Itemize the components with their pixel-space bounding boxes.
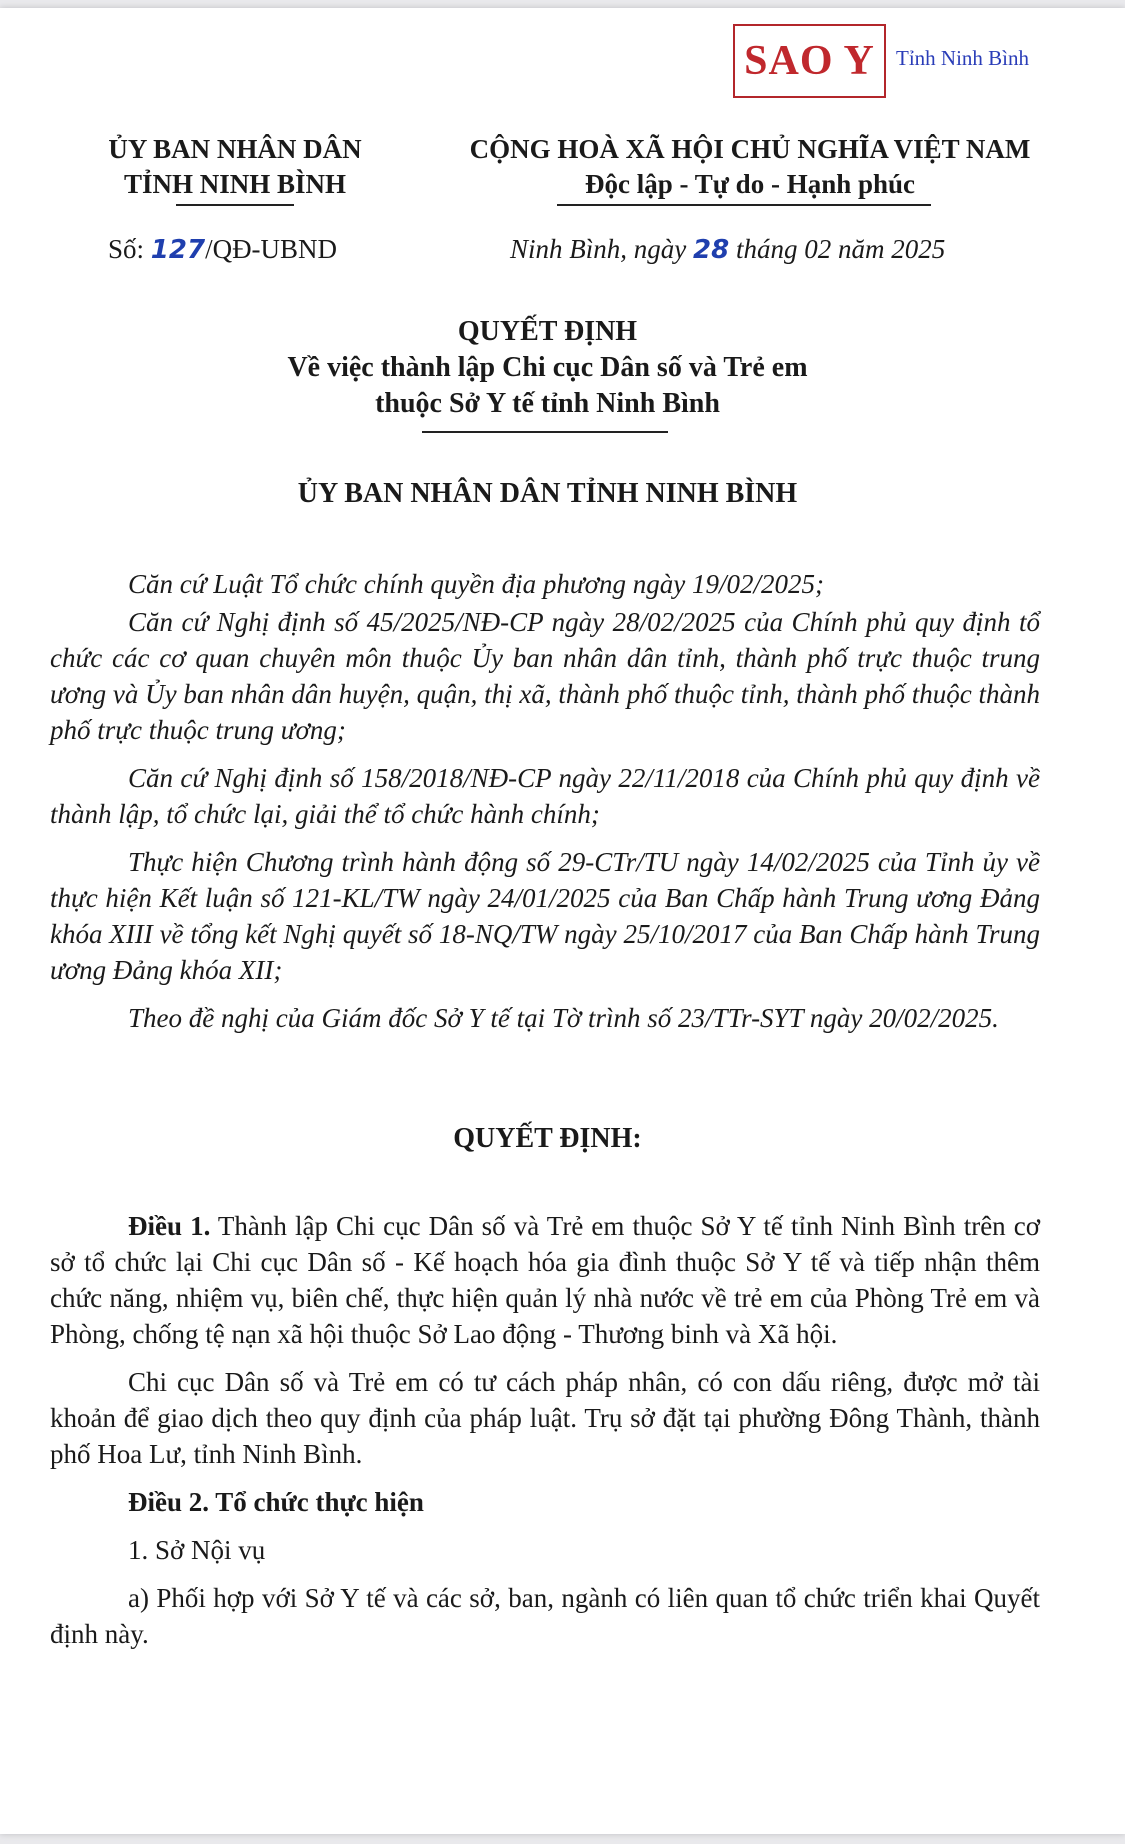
preamble — [50, 566, 1040, 1036]
title-line-3: thuộc Sở Y tế tỉnh Ninh Bình — [375, 388, 720, 419]
preamble-item: Căn cứ Luật Tổ chức chính quyền địa phương ngày 19/02/2025; — [128, 569, 825, 599]
number-prefix: Số: — [108, 234, 151, 264]
preamble-item: Căn cứ Nghị định số 158/2018/NĐ-CP ngày 22/11/2018 của Chính phủ quy định về thành lập, tổ chức lại, giải thể tổ chức hành chính; — [50, 763, 1040, 829]
decision-heading: QUYẾT ĐỊNH: — [453, 1123, 642, 1154]
document-number — [108, 234, 337, 265]
number-suffix: /QĐ-UBND — [205, 234, 338, 264]
article-2-heading — [50, 1484, 1040, 1520]
title-underline — [422, 431, 668, 433]
article-2-item-1a: a) Phối hợp với Sở Y tế và các sở, ban, ngành có liên quan tổ chức triển khai Quyết định này. — [50, 1583, 1040, 1649]
title-line-2: Về việc thành lập Chi cục Dân số và Trẻ em — [287, 352, 808, 383]
article-1-paragraph-2: Chi cục Dân số và Trẻ em có tư cách pháp nhân, có con dấu riêng, được mở tài khoản để giao dịch theo quy định của pháp luật. Trụ sở đặt tại phường Đông Thành, thành phố Hoa Lư, tỉnh Ninh Bình. — [50, 1367, 1040, 1469]
preamble-item: Theo đề nghị của Giám đốc Sở Y tế tại Tờ trình số 23/TTr-SYT ngày 20/02/2025. — [128, 1003, 999, 1033]
handwritten-number: 127 — [150, 235, 206, 265]
issuer-line-1: ỦY BAN NHÂN DÂN — [108, 134, 362, 164]
national-header — [440, 132, 1060, 202]
copy-stamp-note: Tỉnh Ninh Bình — [896, 46, 1030, 70]
copy-stamp — [733, 24, 886, 98]
date-suffix: tháng 02 năm 2025 — [729, 234, 946, 264]
decision-body — [50, 1208, 1040, 1652]
article-2-item-1: 1. Sở Nội vụ — [128, 1535, 266, 1565]
date-prefix: Ninh Bình, ngày — [510, 234, 693, 264]
issuer-line-2: TỈNH NINH BÌNH — [123, 169, 347, 199]
nation-motto: Độc lập - Tự do - Hạnh phúc — [584, 169, 916, 199]
nation-line-1: CỘNG HOÀ XÃ HỘI CHỦ NGHĨA VIỆT NAM — [469, 134, 1031, 164]
motto-underline — [557, 204, 931, 206]
article-1-text: Thành lập Chi cục Dân số và Trẻ em thuộc Sở Y tế tỉnh Ninh Bình trên cơ sở tổ chức lại Chi cục Dân số - Kế hoạch hóa gia đình thuộc Sở Y tế và tiếp nhận thêm chức năng, nhiệm vụ, biên chế, thực hiện quản lý nhà nước về trẻ em của Phòng Trẻ em và Phòng, chống tệ nạn xã hội thuộc Sở Lao động - Thương binh và Xã hội. — [50, 1211, 1041, 1349]
document-page — [0, 8, 1125, 1834]
issuing-authority: ỦY BAN NHÂN DÂN TỈNH NINH BÌNH — [297, 478, 798, 509]
issuer-header — [70, 132, 400, 202]
article-1-label: Điều 1. — [128, 1211, 211, 1241]
preamble-item: Căn cứ Nghị định số 45/2025/NĐ-CP ngày 28/02/2025 của Chính phủ quy định tổ chức các cơ quan chuyên môn thuộc Ủy ban nhân dân tỉnh, thành phố trực thuộc trung ương và Ủy ban nhân dân huyện, quận, thị xã, thành phố thuộc tỉnh, thành phố thuộc thành phố trực thuộc trung ương; — [50, 607, 1040, 745]
copy-stamp-text: SAO Y — [744, 38, 875, 84]
issuer-underline — [176, 204, 294, 206]
article-1 — [50, 1208, 1040, 1352]
handwritten-day: 28 — [693, 235, 730, 265]
preamble-item: Thực hiện Chương trình hành động số 29-CTr/TU ngày 14/02/2025 của Tỉnh ủy về thực hiện Kết luận số 121-KL/TW ngày 24/01/2025 của Ban Chấp hành Trung ương Đảng khóa XIII về tổng kết Nghị quyết số 18-NQ/TW ngày 25/10/2017 của Ban Chấp hành Trung ương Đảng khóa XII; — [50, 847, 1040, 985]
document-title — [100, 314, 995, 422]
title-line-1: QUYẾT ĐỊNH — [457, 316, 638, 347]
article-2-heading-text: Điều 2. Tổ chức thực hiện — [128, 1487, 424, 1517]
document-date — [510, 234, 945, 265]
